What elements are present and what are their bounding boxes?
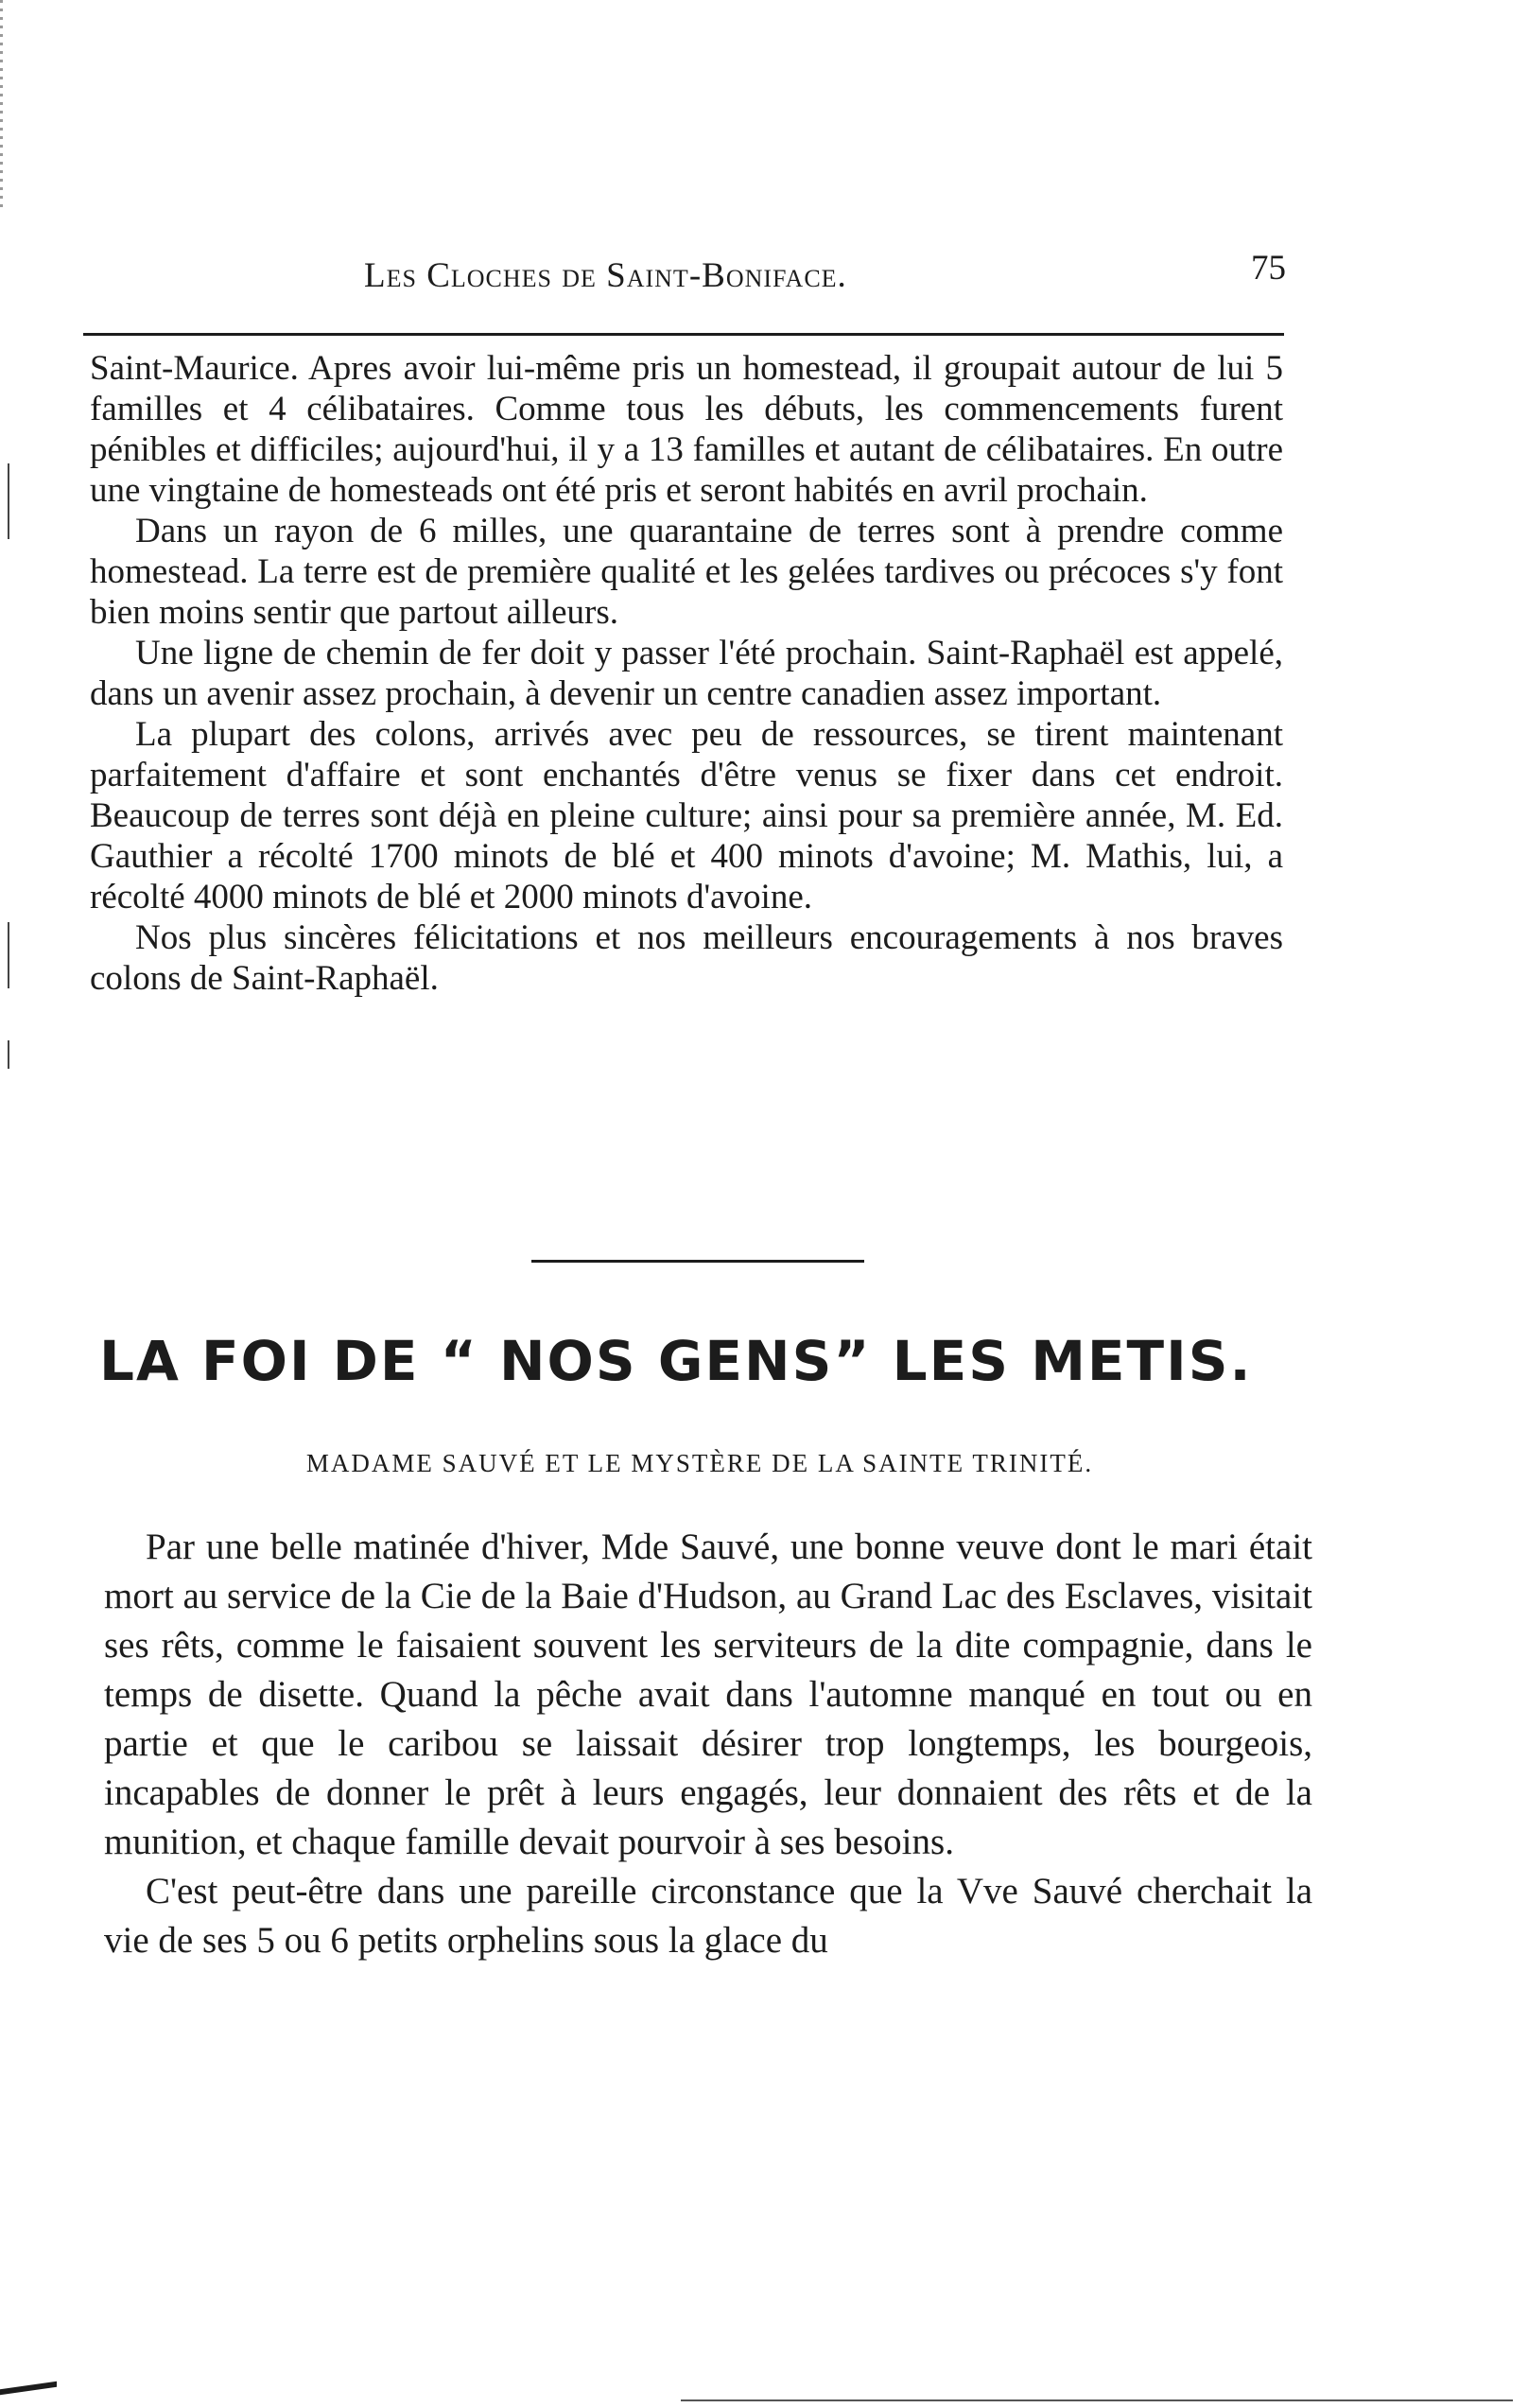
article-title: LA FOI DE “ NOS GENS” LES METIS. — [99, 1329, 1253, 1393]
article-body — [104, 1523, 1312, 1965]
page-number: 75 — [1251, 249, 1286, 288]
header-rule — [83, 333, 1284, 336]
scan-edge-mark — [0, 2382, 57, 2395]
section-divider — [531, 1260, 864, 1263]
margin-mark — [8, 922, 9, 988]
paragraph: Dans un rayon de 6 milles, une quarantaine de terres sont à prendre comme homestead. La terre est de première qualité et les gelées tardives ou précoces s'y font bien moins sentir que partout ailleurs. — [90, 512, 1283, 632]
margin-mark — [8, 1040, 9, 1069]
paragraph: Nos plus sincères félicitations et nos meilleurs encouragements à nos braves colons de Saint-Raphaël. — [90, 918, 1283, 998]
page-edge — [0, 0, 3, 208]
paragraph: Par une belle matinée d'hiver, Mde Sauvé, une bonne veuve dont le mari était mort au service de la Cie de la Baie d'Hudson, au Grand Lac des Esclaves, visitait ses rêts, comme le faisaient souvent les serviteurs de la dite compagnie, dans le temps de disette. Quand la pêche avait dans l'automne manqué en tout ou en partie et que le caribou se laissait désirer trop longtemps, les bourgeois, incapables de donner le prêt à leurs engagés, leur donnaient des rêts et de la munition, et chaque famille devait pourvoir à ses besoins. — [104, 1527, 1312, 1862]
paragraph: La plupart des colons, arrivés avec peu de ressources, se tirent maintenant parfaitement d'affaire et sont enchantés d'être venus se fixer dans cet endroit. Beaucoup de terres sont déjà en pleine culture; ainsi pour sa première année, M. Ed. Gauthier a récolté 1700 minots de blé et 400 minots d'avoine; M. Mathis, lui, a récolté 4000 minots de blé et 2000 minots d'avoine. — [90, 715, 1283, 916]
paragraph: Saint-Maurice. Apres avoir lui-même pris un homestead, il groupait autour de lui 5 familles et 4 célibataires. Comme tous les débuts, les commencements furent pénibles et difficiles; aujourd'hui, il y a 13 familles et autant de célibataires. En outre une vingtaine de homesteads ont été pris et seront habités en avril prochain. — [90, 349, 1283, 510]
paragraph: Une ligne de chemin de fer doit y passer l'été prochain. Saint-Raphaël est appelé, dans un avenir assez prochain, à devenir un centre canadien assez important. — [90, 634, 1283, 713]
running-head — [90, 248, 1286, 305]
upper-text-block — [90, 348, 1283, 999]
scan-edge-rule — [681, 2399, 1513, 2401]
margin-mark — [8, 463, 9, 539]
running-title: Les Cloches de Saint-Boniface. — [364, 256, 847, 295]
article-subtitle: MADAME SAUVÉ ET LE MYSTÈRE DE LA SAINTE TRINITÉ. — [305, 1449, 1094, 1477]
paragraph: C'est peut-être dans une pareille circonstance que la Vve Sauvé cherchait la vie de ses 5 ou 6 petits orphelins sous la glace du — [104, 1871, 1312, 1961]
